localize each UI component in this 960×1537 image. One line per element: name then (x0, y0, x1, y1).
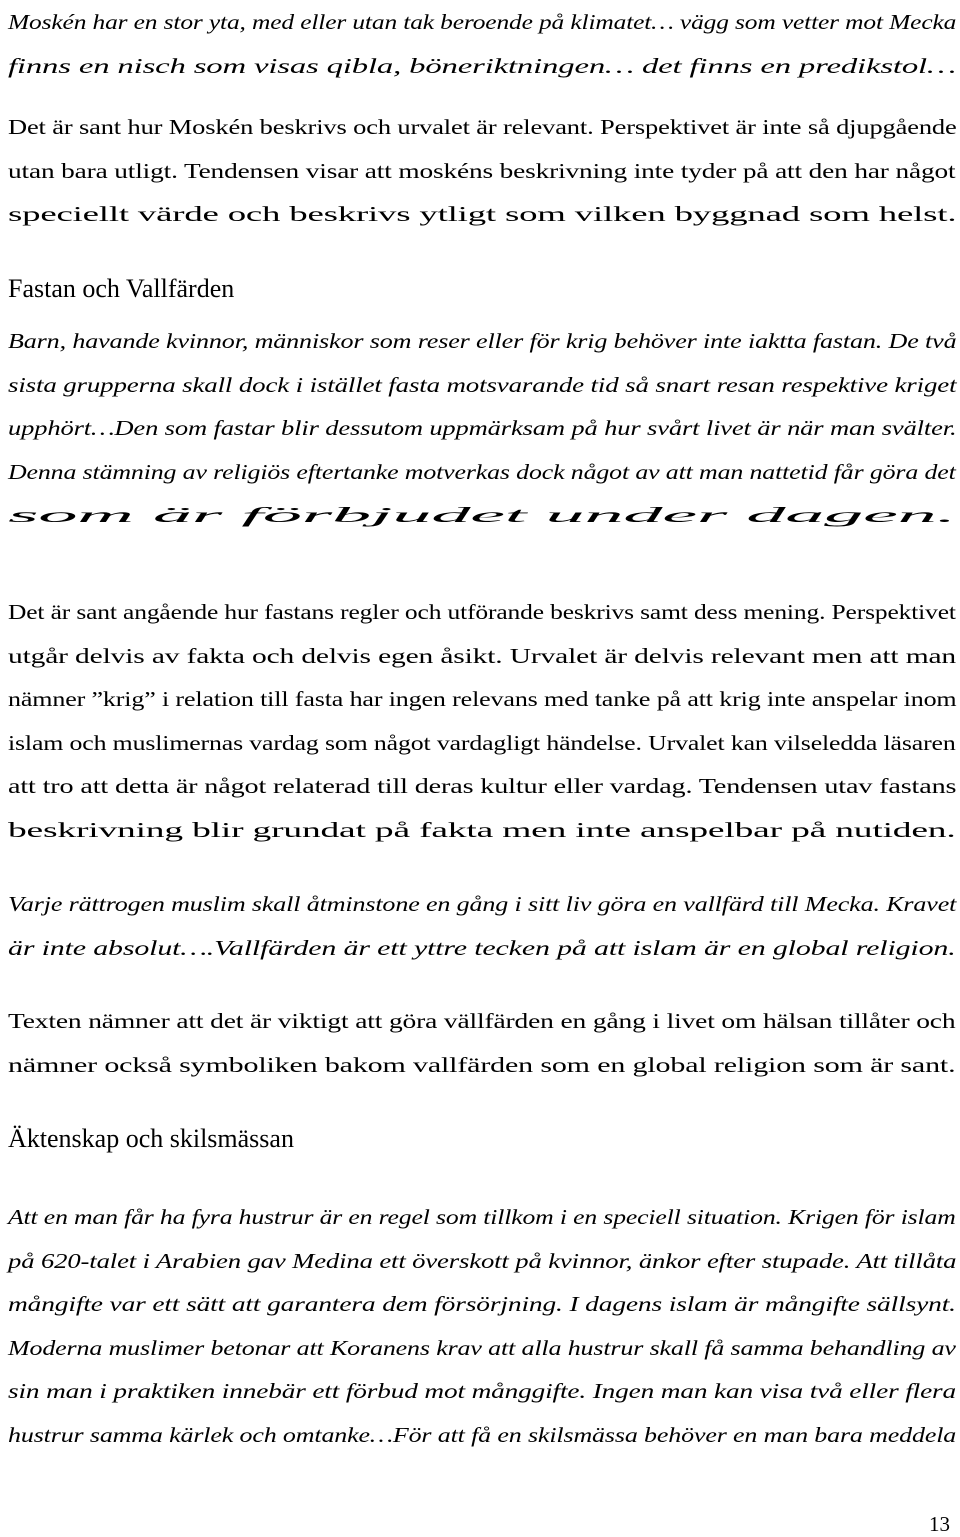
text-line: sista grupperna skall dock i istället fasta motsvarande tid så snart resan respektive kriget (8, 372, 957, 397)
paragraph-p1 (8, 1, 960, 88)
text-line: utgår delvis av fakta och delvis egen åsikt. Urvalet är delvis relevant men att man (8, 643, 957, 668)
text-line: mångifte var ett sätt att garantera dem försörjning. I dagens islam är mångifte sällsynt. (8, 1292, 956, 1316)
paragraph-p5 (8, 883, 960, 970)
text-line: Moskén har en stor yta, med eller utan tak beroende på klimatet… vägg som vetter mot Mecka (8, 10, 957, 34)
text-line: finns en nisch som visas qibla, böneriktningen… det finns en predikstol… (8, 53, 956, 78)
text-line: Det är sant angående hur fastans regler och utförande beskrivs samt dess mening. Perspektivet (8, 600, 956, 624)
text-line: att tro att detta är något relaterad till deras kultur eller vardag. Tendensen utav fastans (8, 774, 957, 798)
text-line: nämner ”krig” i relation till fasta har ingen relevans med tanke på att krig inte anspelar inom (8, 687, 957, 711)
text-line: sin man i praktiken innebär ett förbud mot månggifte. Ingen man kan visa två eller flera (8, 1379, 957, 1403)
paragraph-p3 (8, 320, 960, 538)
text-line: Denna stämning av religiös eftertanke motverkas dock något av att man nattetid får göra det (8, 459, 956, 484)
text-line: Varje rättrogen muslim skall åtminstone en gång i sitt liv göra en vallfärd till Mecka. Kravet (8, 892, 957, 916)
paragraph-p7 (8, 1196, 960, 1457)
text-line: utan bara utligt. Tendensen visar att moskéns beskrivning inte tyder på att den har något (8, 158, 956, 183)
text-line: beskrivning blir grundat på fakta men inte anspelbar på nutiden. (8, 817, 956, 842)
paragraph-p2 (8, 106, 960, 237)
text-line: speciellt värde och beskrivs ytligt som vilken byggnad som helst. (8, 202, 957, 226)
section-heading-h2: Äktenskap och skilsmässan (8, 1124, 294, 1153)
text-line: Texten nämner att det är viktigt att göra vällfärden en gång i livet om hälsan tillåter och (8, 1009, 956, 1033)
text-line: Det är sant hur Moskén beskrivs och urvalet är relevant. Perspektivet är inte så djupgående (8, 115, 957, 139)
paragraph-p4 (8, 591, 960, 852)
page-number: 13 (929, 1512, 950, 1536)
text-line: på 620-talet i Arabien gav Medina ett överskott på kvinnor, änkor efter stupade. Att tillåta (8, 1248, 957, 1273)
text-line: nämner också symboliken bakom vallfärden som en global religion som är sant. (8, 1052, 956, 1077)
text-line: som är förbjudet under dagen. (8, 503, 956, 527)
text-line: Att en man får ha fyra hustrur är en regel som tillkom i en speciell situation. Krigen för islam (8, 1205, 956, 1229)
text-line: hustrur samma kärlek och omtanke…För att få en skilsmässa behöver en man bara meddela (8, 1422, 957, 1447)
text-line: islam och muslimernas vardag som något vardagligt händelse. Urvalet kan vilseledda läsaren (8, 730, 956, 755)
section-heading-h1: Fastan och Vallfärden (8, 274, 235, 303)
text-line: upphört…Den som fastar blir dessutom uppmärksam på hur svårt livet är när man svälter. (8, 416, 957, 440)
text-line: är inte absolut….Vallfärden är ett yttre tecken på att islam är en global religion. (8, 935, 956, 960)
text-line: Barn, havande kvinnor, människor som reser eller för krig behöver inte iaktta fastan. De två (8, 329, 957, 353)
text-line: Moderna muslimer betonar att Koranens krav att alla hustrur skall få samma behandling av (8, 1335, 956, 1360)
paragraph-p6 (8, 1000, 960, 1087)
